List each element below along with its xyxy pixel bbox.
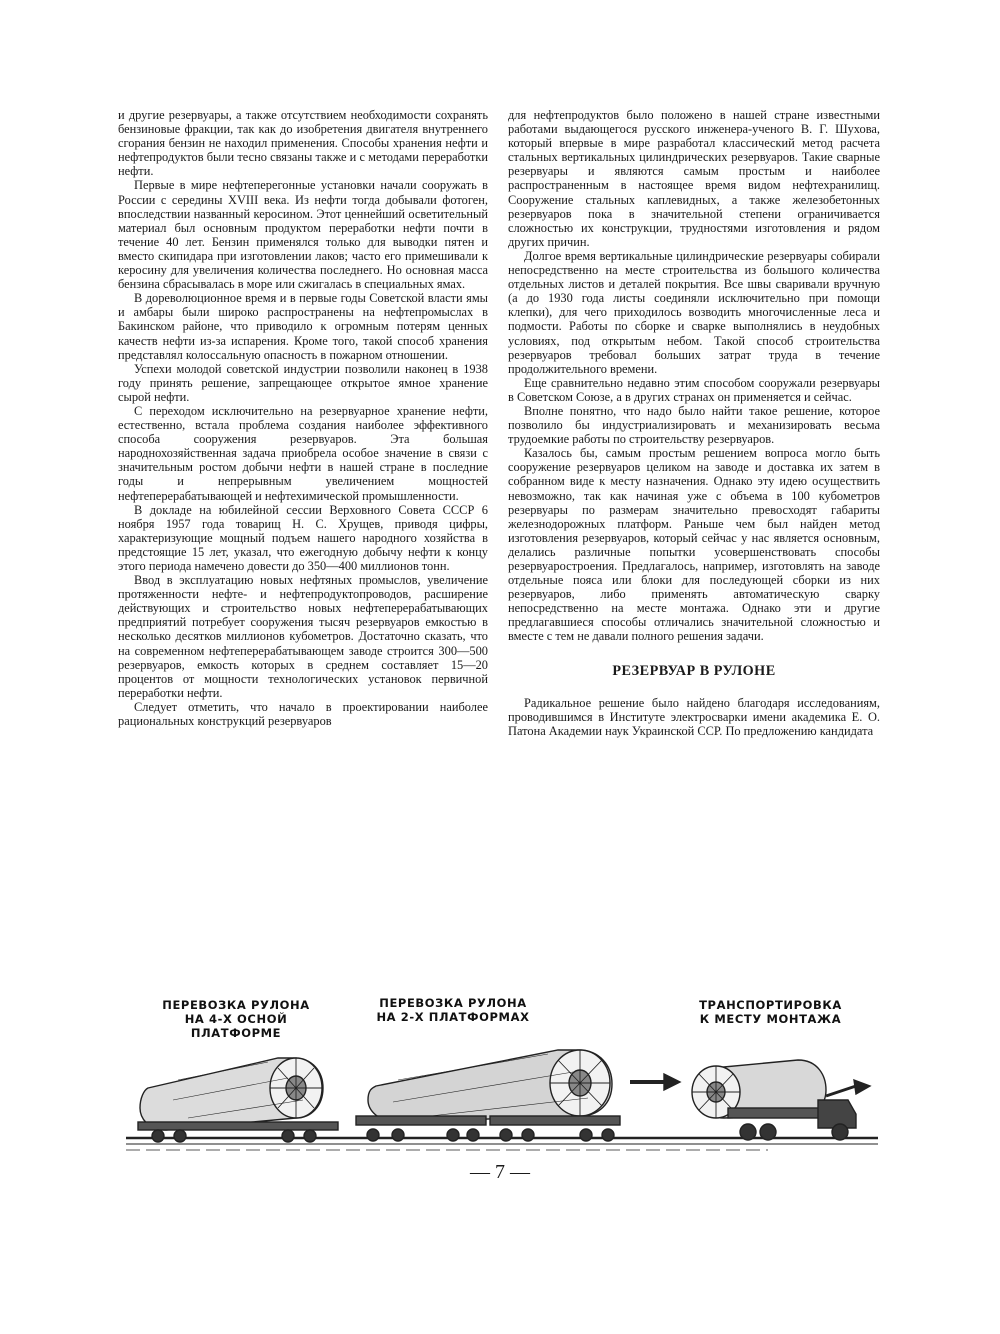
caption-line: ТРАНСПОРТИРОВКА — [699, 998, 842, 1012]
paragraph: Успехи молодой советской индустрии позволили наконец в 1938 году принять решение, запрещающее открытое ямное хранение сырой нефти. — [118, 361, 488, 404]
caption-line: ПЕРЕВОЗКА РУЛОНА — [379, 996, 527, 1010]
section-heading: РЕЗЕРВУАР В РУЛОНЕ — [612, 662, 776, 679]
roll-on-truck — [692, 1060, 870, 1140]
paragraph: и другие резервуары, а также отсутствием необходимости сохранять бензиновые фракции, так как до изобретения двигателя внутреннего сгорания бензин не находил применения. Способы хранения нефти и нефтепродуктов были тесно связаны также и с методами переработки нефти. — [118, 108, 488, 179]
paragraph: С переходом исключительно на резервуарное хранение нефти, естественно, встала проблема создания наиболее эффективного способа сооружения резервуаров. Эта большая народнохозяйственная задача приобрела особое значение в связи с значительным ростом добычи нефти в нашей стране в последние годы и непрерывным увеличением мощностей нефтеперерабатывающей и нефтехимической промышленности. — [118, 403, 488, 503]
caption-transport-to-site — [678, 998, 863, 1026]
paragraph: Следует отметить, что начало в проектировании наиболее рациональных конструкций резервуаров — [118, 699, 488, 729]
paragraph: Ввод в эксплуатацию новых нефтяных промыслов, увеличение протяженности нефте- и нефтепродуктопроводов, расширение действующих и строительство новых нефтеперерабатывающих предприятий потребует сооружения тысяч резервуаров емкостью в несколько десятков миллионов кубометров. Достаточно сказать, что на современном нефтеперерабатывающем заводе строится 300—500 резервуаров, емкость которых в среднем составляет 15—20 процентов от мощности технологических установок первичной переработки нефти. — [118, 573, 488, 700]
caption-two-platforms — [368, 996, 538, 1024]
paragraph: Еще сравнительно недавно этим способом сооружали резервуары в Советском Союзе, а в других странах он применяется и сейчас. — [508, 375, 880, 404]
paragraph: Вполне понятно, что надо было найти такое решение, которое позволило бы индустриализировать и механизировать весьма трудоемкие работы по строительству резервуаров. — [508, 403, 880, 447]
paragraph: В дореволюционное время и в первые годы Советской власти ямы и амбары были широко распространены на нефтепромыслах в Бакинском районе, что приводило к огромным потерям ценных качеств нефти из-за испарения. Кроме того, такой способ хранения представлял колоссальную опасность в пожарном отношении. — [118, 291, 488, 362]
caption-line: НА 2-Х ПЛАТФОРМАХ — [376, 1010, 530, 1024]
page-number: — 7 — — [470, 1161, 530, 1183]
left-text-column — [118, 108, 488, 728]
paragraph: для нефтепродуктов было положено в нашей стране известными работами выдающегося русского инженера-ученого В. Г. Шухова, который впервые в мире разработал классический метод расчета стальных вертикальных цилиндрических резервуаров. Такие сварные резервуары и являются самым простым и наиболее распространенным в настоящее время видом нефтехранилищ. Сооружение стальных каплевидных, а также железобетонных резервуаров пока в значительной степени ограничивается сложностью их конструкции, трудностями изготовления и рядом других причин. — [508, 108, 880, 249]
roll-on-two-platforms — [356, 1050, 620, 1141]
roll-on-four-axle-platform — [138, 1058, 338, 1142]
caption-line: К МЕСТУ МОНТАЖА — [699, 1012, 842, 1026]
paragraph: Первые в мире нефтеперегонные установки начали сооружать в России с середины XVIII века. Из нефти тогда добывали фотоген, впоследствии названный керосином. Этот ценнейший осветительный материал был основным продуктом переработки нефти почти в течение 40 лет. Бензин применялся только для выводки пятен и вместо скипидара при изготовлении лаков; часто его примешивали к керосину для увеличения количества последнего. Но основная масса бензина сбрасывалась в море или сжигалась в специальных ямах. — [118, 178, 488, 292]
paragraph: Казалось бы, самым простым решением вопроса могло быть сооружение резервуаров целиком на заводе и доставка их затем в собранном виде к месту назначения. Однако эту идею осуществить невозможно, так как начиная уже с объема в 100 кубометров резервуары по размерам значительно превосходят габариты железнодорожных платформ. Раньше чем был найден метод изготовления резервуаров, который сейчас у нас является основным, делались различные попытки усовершенствовать способы резервуаростроения. Предлагалось, например, изготовлять на заводе отдельные пояса или блоки для последующей сборки из них резервуаров, либо применять автоматическую сварку непосредственно на месте монтажа. Однако эти и другие предлагавшиеся способы отличались значительной сложностью и вместе с тем не давали полного решения задачи. — [508, 446, 880, 644]
paragraph: В докладе на юбилейной сессии Верховного Совета СССР 6 ноября 1957 года товарищ Н. С. Хрущев, приводя цифры, характеризующие мощный подъем нашего народного хозяйства в предстоящие 15 лет, указал, что ежегодную добычу нефти к концу этого периода намечено довести до 350—400 миллионов тонн. — [118, 502, 488, 573]
caption-line: ПЕРЕВОЗКА РУЛОНА — [162, 998, 310, 1012]
paragraph: Долгое время вертикальные цилиндрические резервуары собирали непосредственно на месте строительства из большого количества отдельных листов и деталей покрытия. Все швы сваривали вручную (а до 1930 года листы соединяли исключительно при помощи клепки), для чего приходилось возводить многочисленные леса и подмости. Работы по сборке и сварке выполнялись в неудобных условиях, под открытым небом. Такой способ строительства резервуаров требовал больших затрат труда в течение продолжительного времени. — [508, 248, 880, 376]
caption-line: НА 4-Х ОСНОЙ ПЛАТФОРМЕ — [184, 1012, 288, 1040]
transport-illustration — [118, 990, 883, 1160]
right-text-column — [508, 108, 880, 738]
caption-four-axle-platform — [146, 998, 326, 1040]
paragraph: Радикальное решение было найдено благодаря исследованиям, проводившимся в Институте электросварки имени академика Е. О. Патона Академии наук Украинской ССР. По предложению кандидата — [508, 695, 880, 738]
